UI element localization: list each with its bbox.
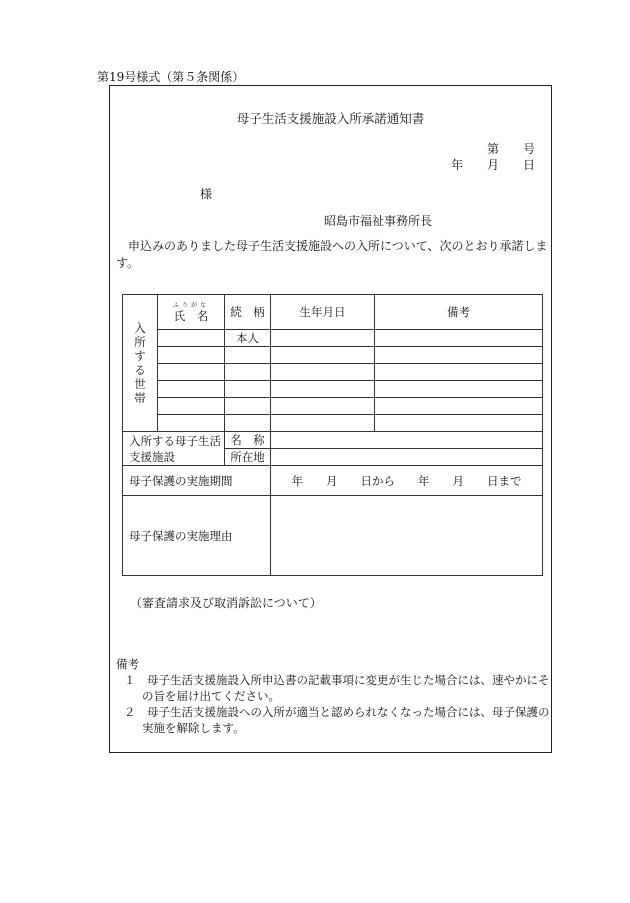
household-label: 入所する世帯 <box>134 321 146 405</box>
member-remarks-cell[interactable] <box>375 381 543 398</box>
period-value[interactable]: 年 月 日から 年 月 日まで <box>271 466 543 496</box>
member-relation-cell[interactable] <box>225 364 271 381</box>
member-birthdate-cell[interactable] <box>271 330 375 347</box>
member-name-cell[interactable] <box>158 347 225 364</box>
facility-name-value[interactable] <box>271 432 543 449</box>
appeal-note: （審査請求及び取消訴訟について） <box>130 596 322 610</box>
member-relation-cell[interactable] <box>225 347 271 364</box>
document-number: 第 号 <box>486 142 535 156</box>
member-relation-cell[interactable] <box>225 415 271 432</box>
member-birthdate-cell[interactable] <box>271 347 375 364</box>
body-text-content: 申込みのありました母子生活支援施設への入所について、次のとおり承諾します。 <box>116 239 548 270</box>
relation-header: 続 柄 <box>225 295 271 330</box>
member-relation-cell[interactable] <box>225 398 271 415</box>
member-name-cell[interactable] <box>158 398 225 415</box>
member-remarks-cell[interactable] <box>375 364 543 381</box>
member-remarks-cell[interactable] <box>375 330 543 347</box>
household-label-cell <box>123 295 158 432</box>
member-remarks-cell[interactable] <box>375 415 543 432</box>
facility-location-label: 所在地 <box>225 449 271 466</box>
notice-frame <box>109 85 552 753</box>
facility-name-label: 名 称 <box>225 432 271 449</box>
member-remarks-cell[interactable] <box>375 398 543 415</box>
member-name-cell[interactable] <box>158 364 225 381</box>
reason-value[interactable] <box>271 496 543 576</box>
birthdate-header: 生年月日 <box>271 295 375 330</box>
note-item: ２ 母子生活支援施設への入所が適当と認められなくなった場合には、母子保護の実施を解除します。 <box>124 705 550 735</box>
period-label: 母子保護の実施期間 <box>123 466 271 496</box>
notes-title: 備考 <box>116 657 139 671</box>
form-number-label: 第19号様式（第５条関係） <box>97 70 245 84</box>
issuer: 昭島市福祉事務所長 <box>324 214 433 228</box>
note-item: １ 母子生活支援施設入所申込書の記載事項に変更が生じた場合には、速やかにその旨を届け出てください。 <box>124 673 550 703</box>
facility-label: 入所する母子生活支援施設 <box>123 432 225 466</box>
addressee-suffix: 様 <box>200 187 213 201</box>
member-name-cell[interactable] <box>158 381 225 398</box>
reason-label: 母子保護の実施理由 <box>123 496 271 576</box>
member-birthdate-cell[interactable] <box>271 415 375 432</box>
document-date: 年 月 日 <box>450 158 535 172</box>
member-birthdate-cell[interactable] <box>271 381 375 398</box>
household-table <box>122 294 543 576</box>
body-text <box>116 238 548 272</box>
furigana-label: ふりがな <box>172 302 209 309</box>
facility-location-value[interactable] <box>271 449 543 466</box>
name-header: 氏 名 <box>173 309 209 323</box>
member-birthdate-cell[interactable] <box>271 364 375 381</box>
member-remarks-cell[interactable] <box>375 347 543 364</box>
document-title: 母子生活支援施設入所承諾通知書 <box>236 111 425 126</box>
member-birthdate-cell[interactable] <box>271 398 375 415</box>
member-relation-cell[interactable] <box>225 381 271 398</box>
member-relation-cell[interactable]: 本人 <box>225 330 271 347</box>
member-name-cell[interactable] <box>158 330 225 347</box>
member-name-cell[interactable] <box>158 415 225 432</box>
name-header-cell <box>158 295 225 330</box>
notes-section <box>116 656 552 736</box>
remarks-header: 備考 <box>375 295 543 330</box>
